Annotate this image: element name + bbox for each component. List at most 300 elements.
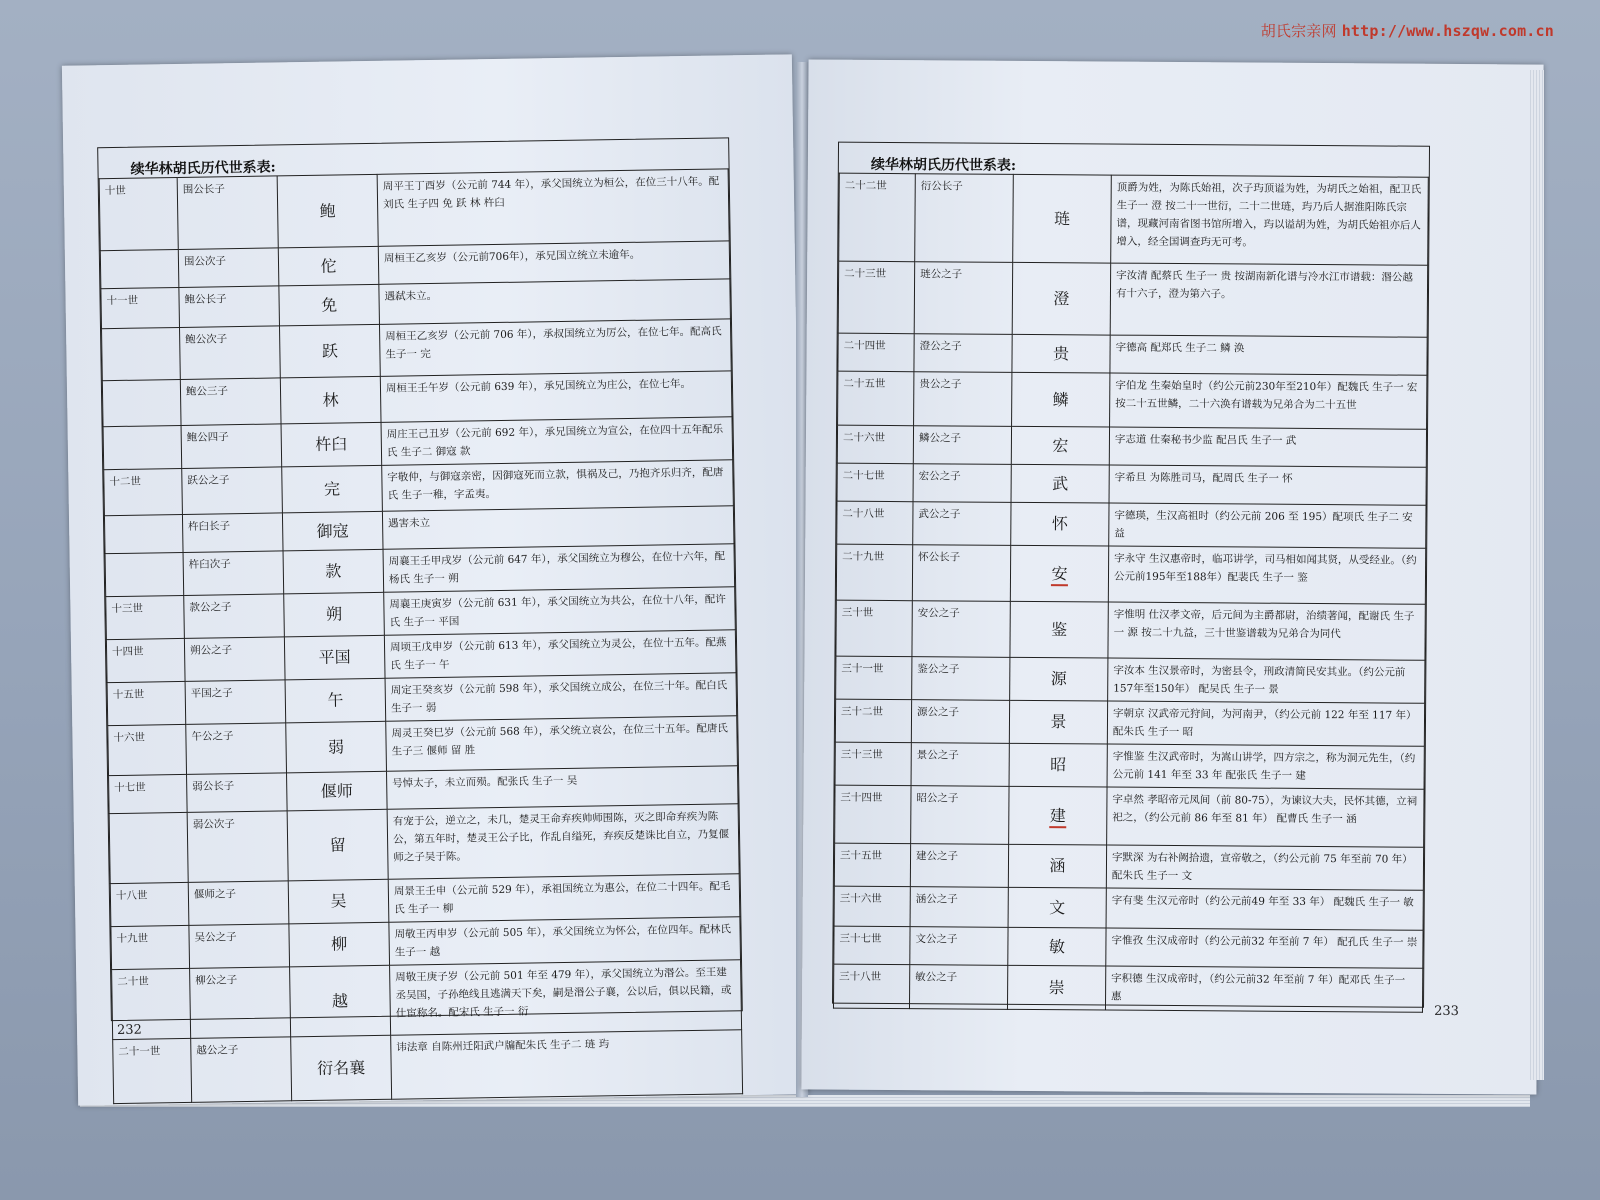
name-cell — [282, 465, 383, 513]
description-cell — [386, 766, 738, 810]
relation-cell — [910, 844, 1008, 888]
name-cell — [289, 922, 390, 967]
description-text: 字汝本 生汉景帝时，为密县令，刑政清简民安其业。（约公元前157年至150年） 配吴氏 生子一 景 — [1113, 664, 1406, 696]
name-text: 偃师 — [320, 780, 353, 801]
generation-text: 二十五世 — [843, 377, 886, 390]
name-cell — [279, 284, 380, 326]
relation-cell — [911, 743, 1009, 787]
relation-text: 贵公之子 — [919, 378, 962, 391]
generation-text: 二十八世 — [842, 507, 885, 520]
description-cell — [379, 319, 731, 377]
table-row — [835, 699, 1424, 746]
relation-cell — [910, 927, 1008, 966]
generation-text: 三十三世 — [840, 748, 883, 761]
generation-cell — [99, 178, 178, 251]
description-text: 遇弑未立。 — [384, 289, 438, 303]
generation-text: 十二世 — [109, 475, 142, 489]
description-text: 字惟明 仕汉孝文帝，后元间为主爵都尉，治绩著闻，配谢氏 生子一 源 按二十九益，三十世鉴谱载为兄弟合为同代 — [1113, 608, 1415, 641]
table-row — [112, 960, 742, 1040]
generation-text: 三十六世 — [839, 892, 882, 905]
description-cell — [1108, 546, 1425, 604]
relation-text: 景公之子 — [916, 749, 959, 762]
relation-text: 杵臼长子 — [188, 520, 231, 533]
name-text: 朔 — [325, 604, 343, 624]
relation-text: 鲍公次子 — [185, 333, 228, 346]
relation-cell — [911, 700, 1009, 744]
relation-cell — [913, 502, 1011, 546]
name-cell — [285, 678, 386, 723]
generation-cell — [107, 681, 186, 725]
relation-cell — [182, 467, 283, 515]
generation-text: 十八世 — [115, 889, 148, 903]
generation-cell — [106, 638, 185, 682]
name-text: 弱 — [327, 736, 345, 757]
relation-cell — [184, 637, 285, 682]
description-cell — [379, 279, 731, 325]
relation-text: 安公之子 — [917, 607, 960, 620]
relation-cell — [182, 513, 283, 553]
watermark-url: http://www.hszqw.com.cn — [1341, 22, 1554, 40]
name-cell — [283, 549, 384, 594]
relation-text: 柳公之子 — [195, 974, 238, 987]
generation-cell — [113, 1038, 192, 1103]
relation-cell — [191, 1037, 292, 1103]
relation-text: 鲍公四子 — [186, 431, 229, 444]
right-sheet-title: 续华林胡氏历代世系表: — [870, 156, 1017, 174]
description-cell — [390, 960, 742, 1036]
description-cell — [384, 587, 736, 636]
relation-cell — [187, 773, 288, 813]
generation-text: 三十五世 — [840, 849, 883, 862]
description-text: 周桓王乙亥岁（公元前706年），承兄国立统立未逾年。 — [383, 248, 641, 265]
description-text: 顶爵为姓，为陈氏始祖，次子玙顶谥为姓，为胡氏之始祖，配卫氏 生子一 澄 按二十一世衍，二十二世琏，玙乃后人据淮阳陈氏宗谱，现藏河南省图书馆所增入，玙以谥胡为姓，为胡氏始祖亦后人增入，经全国调查玙无可考。 — [1116, 181, 1422, 249]
name-text: 涵 — [1049, 856, 1066, 876]
generation-text: 十四世 — [111, 645, 144, 659]
relation-cell — [912, 657, 1010, 701]
relation-text: 吴公之子 — [194, 931, 237, 944]
name-text: 平国 — [318, 647, 351, 667]
name-cell — [1010, 545, 1108, 602]
relation-cell — [181, 424, 282, 469]
table-row — [836, 656, 1425, 703]
name-text: 武 — [1052, 473, 1069, 493]
description-text: 字卓然 孝昭帝元凤间（前 80-75），为谏议大夫，民怀其德，立祠祀之，（约公元前 86 年至 81 年） 配曹氏 生子一 涵 — [1112, 793, 1418, 826]
table-row — [838, 371, 1427, 429]
relation-text: 跃公之子 — [187, 474, 230, 487]
relation-text: 鲍公三子 — [185, 385, 229, 398]
left-page — [62, 54, 808, 1105]
description-text: 有宠于公，逆立之，未几，楚灵王命弃疾帅师围陈，灭之即命弃疾为陈公，第五年时，楚灵王公子比，作乱自缢死，弃疾反楚诛比自立，乃复偃师之子吴于陈。 — [392, 810, 730, 864]
name-text: 安 — [1051, 564, 1067, 586]
generation-cell — [836, 656, 912, 700]
generation-cell — [103, 425, 182, 469]
relation-cell — [912, 545, 1010, 602]
relation-text: 平国之子 — [190, 687, 233, 700]
name-cell — [280, 376, 381, 424]
table-row — [837, 463, 1426, 505]
name-text: 柳 — [331, 934, 348, 954]
table-row — [836, 600, 1425, 660]
description-text: 周襄王壬甲戌岁（公元前 647 年），承父国统立为穆公，在位十六年，配杨氏 生子一 朔 — [388, 550, 726, 586]
name-text: 留 — [329, 834, 346, 855]
relation-text: 鲍公长子 — [184, 293, 227, 306]
relation-text: 朔公之子 — [189, 644, 233, 657]
relation-text: 衍公长子 — [920, 180, 963, 193]
description-cell — [387, 804, 739, 880]
description-cell — [378, 241, 730, 285]
relation-cell — [909, 965, 1007, 1010]
relation-cell — [188, 881, 289, 926]
generation-cell — [104, 514, 183, 553]
name-cell — [290, 965, 391, 1037]
generation-text: 三十七世 — [839, 932, 882, 945]
right-page-number: 233 — [1434, 1003, 1460, 1020]
relation-text: 偃师之子 — [193, 888, 237, 901]
description-cell — [382, 460, 734, 512]
generation-cell — [101, 287, 180, 328]
generation-text: 三十四世 — [840, 791, 883, 804]
description-cell — [1106, 845, 1423, 890]
generation-text: 十六世 — [113, 731, 146, 745]
description-text: 周庄王己丑岁（公元前 692 年），承兄国统立为宣公，在位四十五年配乐氏 生子二 御寇 款 — [386, 423, 724, 459]
description-text: 字积德 生汉成帝时，（约公元前32 年至前 7 年）配邓氏 生子一 惠 — [1111, 972, 1406, 1003]
generation-cell — [837, 501, 913, 545]
watermark-site-name: 胡氏宗亲网 — [1260, 22, 1337, 40]
description-text: 字伯龙 生秦始皇时（约公元前230年至210年）配魏氏 生子一 宏 按二十五世鳞，二十六涣有谱载为兄弟合为二十五世 — [1115, 379, 1418, 412]
description-text: 字汝清 配蔡氏 生子一 贵 按湖南新化谱与冷水江市谱载：湣公越有十六子，澄为第六子。 — [1115, 269, 1413, 301]
table-row — [838, 333, 1427, 375]
generation-cell — [108, 724, 187, 775]
description-text: 字敬仲，与御寇亲密，因御寇死而立款，惧祸及己，乃抱齐乐归齐，配唐氏 生子一稚，字孟夷。 — [387, 466, 724, 502]
description-cell — [1110, 373, 1427, 429]
name-cell — [1009, 700, 1107, 744]
description-cell — [1107, 701, 1424, 746]
description-text: 字默深 为右补阙拾遗，宣帝敬之，（约公元前 75 年至前 70 年）配朱氏 生子一 文 — [1111, 851, 1413, 883]
table-row — [834, 843, 1423, 890]
relation-text: 弱公次子 — [192, 818, 235, 831]
relation-cell — [183, 551, 284, 596]
name-cell — [1007, 965, 1105, 1010]
relation-text: 武公之子 — [918, 508, 961, 521]
name-cell — [282, 511, 383, 551]
generation-text: 十五世 — [112, 688, 145, 702]
watermark — [1261, 20, 1554, 41]
generation-text: 三十八世 — [839, 970, 882, 983]
description-text: 字希旦 为陈胜司马，配周氏 生子一 怀 — [1114, 471, 1293, 485]
generation-cell — [836, 600, 912, 657]
relation-text: 杵臼次子 — [188, 558, 231, 571]
description-cell — [388, 874, 740, 923]
generation-cell — [100, 249, 179, 288]
left-genealogy-table — [99, 168, 743, 1104]
relation-cell — [185, 680, 286, 725]
generation-cell — [838, 333, 914, 372]
name-text: 衍名襄 — [316, 1057, 366, 1078]
table-row — [835, 742, 1424, 789]
relation-text: 涵公之子 — [915, 893, 958, 906]
relation-cell — [186, 723, 287, 775]
relation-cell — [911, 786, 1009, 845]
name-text: 吴 — [330, 891, 347, 911]
description-text: 字永守 生汉惠帝时，临邛讲学，司马相如闻其贤，从受经业。（约公元前195年至188年）配裴氏 生子一 鉴 — [1113, 552, 1417, 584]
name-cell — [1008, 844, 1106, 888]
relation-cell — [179, 286, 280, 328]
description-cell — [391, 1030, 743, 1100]
name-cell — [1013, 174, 1112, 263]
description-text: 字志道 仕秦秘书少监 配吕氏 生子一 武 — [1114, 433, 1297, 447]
generation-cell — [839, 173, 916, 262]
relation-text: 建公之子 — [916, 850, 959, 863]
relation-cell — [913, 464, 1011, 503]
generation-text: 二十九世 — [842, 550, 885, 563]
description-cell — [1107, 744, 1424, 789]
description-cell — [1111, 175, 1429, 265]
name-cell — [1009, 743, 1107, 787]
name-text: 源 — [1050, 669, 1067, 689]
name-text: 鳞 — [1052, 389, 1069, 409]
generation-cell — [838, 371, 914, 426]
description-cell — [1105, 966, 1422, 1012]
generation-cell — [105, 552, 184, 596]
left-sheet-title: 续华林胡氏历代世系表: — [130, 159, 276, 178]
name-text: 杵臼 — [315, 434, 348, 454]
description-text: 周桓王壬午岁（公元前 639 年），承兄国统立为庄公，在位七年。 — [385, 377, 692, 395]
relation-cell — [912, 601, 1010, 658]
name-cell — [1011, 502, 1109, 546]
generation-text: 二十七世 — [842, 469, 885, 482]
description-cell — [1108, 658, 1425, 703]
generation-cell — [834, 843, 910, 887]
name-cell — [1011, 426, 1109, 465]
name-cell — [1009, 786, 1107, 845]
name-cell — [1012, 262, 1111, 335]
description-cell — [380, 371, 732, 423]
description-cell — [1106, 888, 1423, 930]
description-cell — [1109, 465, 1426, 505]
generation-cell — [109, 812, 188, 883]
description-cell — [1109, 503, 1426, 548]
description-cell — [381, 417, 733, 466]
name-cell — [1011, 464, 1109, 503]
relation-cell — [190, 967, 291, 1039]
table-row — [834, 926, 1423, 968]
relation-text: 鉴公之子 — [917, 663, 960, 676]
relation-text: 源公之子 — [917, 706, 960, 719]
generation-cell — [836, 544, 912, 601]
relation-text: 昭公之子 — [916, 792, 959, 805]
description-text: 字德高 配郑氏 生子二 鳞 涣 — [1115, 341, 1245, 355]
relation-text: 围公次子 — [183, 255, 227, 268]
relation-text: 鳞公之子 — [918, 432, 962, 445]
name-text: 贵 — [1052, 343, 1070, 363]
generation-text: 十七世 — [114, 781, 146, 795]
description-cell — [386, 716, 738, 772]
description-text: 讳法章 自陈州迁阳武户牖配朱氏 生子二 琏 玙 — [396, 1038, 610, 1054]
name-text: 款 — [325, 561, 342, 581]
name-cell — [284, 592, 385, 637]
description-cell — [1110, 335, 1427, 375]
table-row — [837, 425, 1426, 467]
generation-text: 二十六世 — [842, 431, 886, 444]
name-text: 崇 — [1048, 977, 1065, 997]
name-text: 鲍 — [319, 201, 336, 221]
name-text: 免 — [320, 295, 338, 315]
name-text: 完 — [323, 478, 341, 499]
description-cell — [1106, 928, 1423, 968]
description-cell — [377, 169, 729, 247]
description-text: 字惟鉴 生汉武帝时，为嵩山讲学，四方宗之，称为洞元先生，（约公元前 141 年至 33 年 配张氏 生子一 建 — [1112, 750, 1416, 782]
name-cell — [291, 1035, 392, 1101]
relation-cell — [180, 326, 281, 380]
generation-text: 十世 — [104, 184, 126, 198]
generation-cell — [835, 785, 911, 844]
relation-text: 文公之子 — [915, 933, 958, 946]
name-cell — [1010, 601, 1108, 658]
generation-cell — [110, 882, 189, 926]
generation-cell — [834, 886, 910, 927]
description-cell — [384, 630, 736, 679]
name-cell — [288, 879, 389, 924]
generation-cell — [838, 261, 915, 334]
relation-cell — [914, 262, 1013, 335]
name-text: 午 — [327, 690, 344, 710]
relation-text: 澄公之子 — [919, 340, 962, 353]
description-text: 字德瑛，生汉高祖时（约公元前 206 至 195）配项氏 生子二 安 益 — [1114, 509, 1413, 540]
relation-text: 琏公之子 — [920, 268, 963, 281]
generation-cell — [833, 964, 909, 1009]
description-text: 周顷王戊申岁（公元前 613 年），承父国统立为灵公，在位十五年。配燕氏 生子一 午 — [389, 636, 727, 672]
generation-text: 三十世 — [841, 606, 874, 619]
description-text: 周襄王庚寅岁（公元前 631 年），承父国统立为共公，在位十八年，配许氏 生子一 平国 — [389, 593, 726, 629]
relation-text: 午公之子 — [191, 730, 234, 743]
relation-text: 弱公长子 — [192, 780, 235, 793]
name-text: 澄 — [1053, 288, 1070, 308]
description-cell — [385, 673, 737, 722]
generation-cell — [102, 379, 181, 426]
relation-text: 宏公之子 — [918, 470, 961, 483]
generation-text: 三十一世 — [841, 662, 884, 675]
generation-text: 二十三世 — [844, 267, 887, 280]
generation-cell — [835, 699, 911, 743]
generation-text: 十一世 — [106, 294, 139, 308]
relation-cell — [913, 426, 1011, 465]
name-text: 林 — [322, 389, 339, 410]
table-row — [834, 886, 1423, 930]
name-cell — [1012, 372, 1110, 427]
generation-text: 二十四世 — [843, 339, 886, 352]
table-row — [838, 261, 1427, 337]
description-text: 周平王丁酉岁（公元前 744 年），承父国统立为桓公，在位三十八年。配刘氏 生子四 免 跃 林 杵臼 — [382, 175, 720, 211]
generation-text: 十九世 — [116, 932, 149, 946]
name-text: 御寇 — [316, 520, 349, 541]
name-cell — [279, 324, 380, 378]
relation-cell — [184, 594, 285, 639]
relation-text: 敏公之子 — [915, 971, 958, 984]
relation-cell — [914, 334, 1012, 373]
name-cell — [1012, 334, 1110, 373]
name-cell — [284, 635, 385, 680]
description-text: 周敬王丙申岁（公元前 505 年），承父国统立为怀公，在位四年。配林氏 生子一 越 — [394, 923, 732, 959]
relation-cell — [180, 378, 281, 426]
description-text: 周敬王庚子岁（公元前 501 年至 479 年），承父国统立为湣公。至王建丞吴国，子孙绝线且逃满天下矣，嗣是湣公子襄，公以后，俱以民籍，或仕宦称名。配宋氏 生子一 衍 — [395, 966, 732, 1020]
name-cell — [287, 809, 388, 881]
table-row — [835, 785, 1424, 847]
description-text: 周灵王癸巳岁（公元前 568 年），承父统立哀公，在位三十五年。配唐氏 生子三 偃师 留 胜 — [391, 722, 728, 758]
name-cell — [281, 422, 382, 467]
generation-text: 二十世 — [117, 975, 149, 989]
generation-cell — [104, 468, 183, 515]
name-text: 鉴 — [1051, 619, 1068, 639]
name-text: 宏 — [1052, 435, 1069, 455]
generation-cell — [111, 925, 190, 969]
generation-cell — [109, 774, 188, 813]
generation-text: 三十二世 — [841, 705, 884, 718]
generation-text: 二十一世 — [118, 1045, 161, 1059]
name-cell — [277, 174, 378, 248]
generation-text: 十三世 — [111, 602, 144, 616]
relation-text: 怀公长子 — [918, 551, 961, 564]
book-page-edges-right — [1530, 70, 1544, 1080]
description-cell — [1110, 263, 1427, 337]
description-text: 号悼太子，未立而殒。配张氏 生子一 吴 — [392, 774, 578, 790]
table-row — [113, 1030, 743, 1104]
description-text: 周景王壬申（公元前 529 年），承祖国统立为惠公，在位二十四年。配毛氏 生子一 柳 — [393, 880, 731, 916]
name-text: 佗 — [320, 256, 337, 276]
right-genealogy-table — [833, 173, 1429, 1013]
description-cell — [1109, 427, 1426, 467]
description-cell — [389, 917, 741, 966]
name-text: 建 — [1050, 806, 1066, 828]
relation-cell — [910, 887, 1008, 928]
relation-cell — [915, 174, 1014, 263]
description-cell — [383, 544, 735, 593]
name-text: 跃 — [321, 340, 339, 361]
relation-text: 围公长子 — [182, 183, 225, 196]
relation-cell — [914, 372, 1012, 427]
right-page — [801, 59, 1543, 1094]
description-text: 遇害未立 — [388, 517, 431, 530]
name-cell — [1010, 657, 1108, 701]
name-cell — [1008, 887, 1106, 928]
relation-cell — [187, 811, 288, 883]
description-text: 周定王癸亥岁（公元前 598 年），承父国统立成公，在位三十年。配白氏 生子一 弱 — [390, 679, 728, 715]
name-text: 琏 — [1053, 208, 1071, 228]
description-text: 字朝京 汉武帝元狩间，为河南尹，（约公元前 122 年至 117 年）配朱氏 生子一 昭 — [1112, 707, 1417, 739]
relation-cell — [177, 176, 278, 250]
right-genealogy-sheet — [832, 142, 1430, 1008]
relation-text: 越公之子 — [196, 1044, 239, 1057]
generation-cell — [106, 595, 185, 639]
generation-cell — [837, 463, 913, 502]
description-cell — [1107, 787, 1424, 847]
table-row — [837, 501, 1426, 548]
relation-text: 款公之子 — [189, 601, 232, 614]
table-row — [839, 173, 1429, 265]
name-text: 景 — [1050, 712, 1067, 732]
generation-cell — [834, 926, 910, 965]
name-text: 敏 — [1048, 936, 1065, 956]
name-text: 昭 — [1050, 755, 1067, 775]
description-text: 周桓王乙亥岁（公元前 706 年），承叔国统立为厉公，在位七年。配高氏 生子一 完 — [385, 325, 722, 361]
table-row — [109, 804, 739, 884]
relation-cell — [178, 248, 279, 288]
relation-cell — [189, 924, 290, 969]
name-cell — [286, 721, 387, 773]
name-cell — [287, 771, 388, 811]
name-text: 越 — [331, 990, 349, 1011]
description-text: 字有斐 生汉元帝时（约公元前49 年至 33 年） 配魏氏 生子一 敏 — [1111, 894, 1414, 909]
generation-cell — [835, 742, 911, 786]
